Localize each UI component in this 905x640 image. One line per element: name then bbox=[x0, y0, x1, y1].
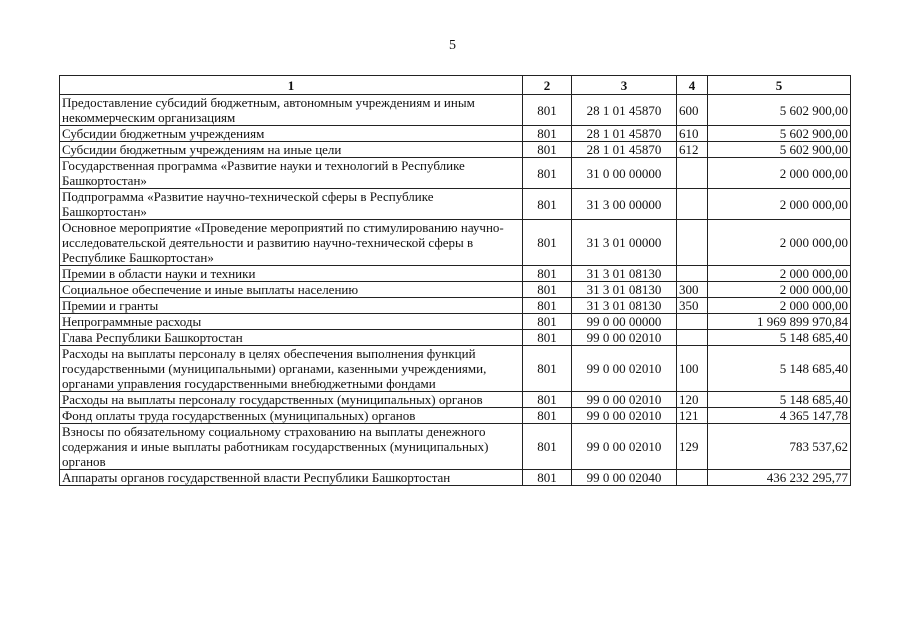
table-row bbox=[60, 142, 851, 158]
row-target-code: 31 0 00 00000 bbox=[572, 158, 677, 189]
budget-table bbox=[59, 75, 851, 486]
row-name: Субсидии бюджетным учреждениям на иные цели bbox=[60, 142, 523, 158]
row-amount: 783 537,62 bbox=[708, 424, 851, 470]
row-expense-type: 120 bbox=[677, 392, 708, 408]
row-target-code: 31 3 01 08130 bbox=[572, 266, 677, 282]
row-expense-type bbox=[677, 266, 708, 282]
row-amount: 2 000 000,00 bbox=[708, 282, 851, 298]
row-amount: 2 000 000,00 bbox=[708, 266, 851, 282]
row-name: Фонд оплаты труда государственных (муниципальных) органов bbox=[60, 408, 523, 424]
row-amount: 2 000 000,00 bbox=[708, 158, 851, 189]
header-col-5: 5 bbox=[708, 76, 851, 95]
table-row bbox=[60, 346, 851, 392]
table-row bbox=[60, 158, 851, 189]
row-amount: 5 602 900,00 bbox=[708, 95, 851, 126]
row-expense-type bbox=[677, 158, 708, 189]
row-expense-type: 300 bbox=[677, 282, 708, 298]
row-expense-type bbox=[677, 220, 708, 266]
row-section-code: 801 bbox=[523, 126, 572, 142]
row-target-code: 31 3 01 00000 bbox=[572, 220, 677, 266]
row-name: Основное мероприятие «Проведение мероприятий по стимулированию научно-исследовательской деятельности и развитию научно-технической сферы в Республике Башкортостан» bbox=[60, 220, 523, 266]
table-row bbox=[60, 470, 851, 486]
row-section-code: 801 bbox=[523, 266, 572, 282]
header-col-1: 1 bbox=[60, 76, 523, 95]
row-name: Расходы на выплаты персоналу государственных (муниципальных) органов bbox=[60, 392, 523, 408]
row-target-code: 28 1 01 45870 bbox=[572, 95, 677, 126]
row-amount: 2 000 000,00 bbox=[708, 220, 851, 266]
row-target-code: 99 0 00 02040 bbox=[572, 470, 677, 486]
row-expense-type: 129 bbox=[677, 424, 708, 470]
row-section-code: 801 bbox=[523, 408, 572, 424]
row-target-code: 99 0 00 02010 bbox=[572, 392, 677, 408]
table-row bbox=[60, 314, 851, 330]
header-col-4: 4 bbox=[677, 76, 708, 95]
header-col-2: 2 bbox=[523, 76, 572, 95]
row-amount: 5 602 900,00 bbox=[708, 142, 851, 158]
row-expense-type: 600 bbox=[677, 95, 708, 126]
row-section-code: 801 bbox=[523, 220, 572, 266]
row-expense-type bbox=[677, 189, 708, 220]
table-row bbox=[60, 392, 851, 408]
row-expense-type: 610 bbox=[677, 126, 708, 142]
row-expense-type bbox=[677, 470, 708, 486]
row-target-code: 99 0 00 02010 bbox=[572, 330, 677, 346]
row-target-code: 31 3 01 08130 bbox=[572, 298, 677, 314]
row-target-code: 99 0 00 00000 bbox=[572, 314, 677, 330]
row-section-code: 801 bbox=[523, 314, 572, 330]
row-target-code: 28 1 01 45870 bbox=[572, 126, 677, 142]
row-target-code: 31 3 00 00000 bbox=[572, 189, 677, 220]
row-name: Субсидии бюджетным учреждениям bbox=[60, 126, 523, 142]
row-section-code: 801 bbox=[523, 470, 572, 486]
row-section-code: 801 bbox=[523, 346, 572, 392]
row-name: Предоставление субсидий бюджетным, автономным учреждениям и иным некоммерческим организациям bbox=[60, 95, 523, 126]
header-col-3: 3 bbox=[572, 76, 677, 95]
row-amount: 2 000 000,00 bbox=[708, 189, 851, 220]
row-amount: 5 602 900,00 bbox=[708, 126, 851, 142]
row-name: Расходы на выплаты персоналу в целях обеспечения выполнения функций государственными (муниципальными) органами, казенными учреждениями, органами управления государственными внебюджетными фондами bbox=[60, 346, 523, 392]
row-amount: 1 969 899 970,84 bbox=[708, 314, 851, 330]
row-amount: 4 365 147,78 bbox=[708, 408, 851, 424]
row-amount: 5 148 685,40 bbox=[708, 330, 851, 346]
row-name: Непрограммные расходы bbox=[60, 314, 523, 330]
row-section-code: 801 bbox=[523, 424, 572, 470]
row-name: Взносы по обязательному социальному страхованию на выплаты денежного содержания и иные выплаты работникам государственных (муниципальных) органов bbox=[60, 424, 523, 470]
row-section-code: 801 bbox=[523, 282, 572, 298]
row-name: Глава Республики Башкортостан bbox=[60, 330, 523, 346]
row-amount: 436 232 295,77 bbox=[708, 470, 851, 486]
row-name: Социальное обеспечение и иные выплаты населению bbox=[60, 282, 523, 298]
table-row bbox=[60, 189, 851, 220]
row-section-code: 801 bbox=[523, 330, 572, 346]
row-target-code: 99 0 00 02010 bbox=[572, 424, 677, 470]
row-section-code: 801 bbox=[523, 95, 572, 126]
row-amount: 5 148 685,40 bbox=[708, 392, 851, 408]
row-name: Государственная программа «Развитие науки и технологий в Республике Башкортостан» bbox=[60, 158, 523, 189]
row-amount: 5 148 685,40 bbox=[708, 346, 851, 392]
row-section-code: 801 bbox=[523, 298, 572, 314]
row-name: Премии в области науки и техники bbox=[60, 266, 523, 282]
table-row bbox=[60, 424, 851, 470]
row-expense-type: 121 bbox=[677, 408, 708, 424]
table-row bbox=[60, 298, 851, 314]
header-row bbox=[60, 76, 851, 95]
table-row bbox=[60, 126, 851, 142]
row-amount: 2 000 000,00 bbox=[708, 298, 851, 314]
row-name: Подпрограмма «Развитие научно-технической сферы в Республике Башкортостан» bbox=[60, 189, 523, 220]
row-expense-type bbox=[677, 314, 708, 330]
row-section-code: 801 bbox=[523, 158, 572, 189]
row-target-code: 99 0 00 02010 bbox=[572, 408, 677, 424]
row-target-code: 99 0 00 02010 bbox=[572, 346, 677, 392]
row-section-code: 801 bbox=[523, 142, 572, 158]
row-name: Аппараты органов государственной власти Республики Башкортостан bbox=[60, 470, 523, 486]
row-expense-type: 612 bbox=[677, 142, 708, 158]
row-section-code: 801 bbox=[523, 189, 572, 220]
row-expense-type bbox=[677, 330, 708, 346]
row-target-code: 31 3 01 08130 bbox=[572, 282, 677, 298]
table-row bbox=[60, 282, 851, 298]
row-target-code: 28 1 01 45870 bbox=[572, 142, 677, 158]
row-expense-type: 350 bbox=[677, 298, 708, 314]
table-row bbox=[60, 95, 851, 126]
table-row bbox=[60, 220, 851, 266]
table-row bbox=[60, 266, 851, 282]
table-row bbox=[60, 408, 851, 424]
row-section-code: 801 bbox=[523, 392, 572, 408]
table-row bbox=[60, 330, 851, 346]
row-name: Премии и гранты bbox=[60, 298, 523, 314]
row-expense-type: 100 bbox=[677, 346, 708, 392]
page-number: 5 bbox=[449, 38, 456, 53]
